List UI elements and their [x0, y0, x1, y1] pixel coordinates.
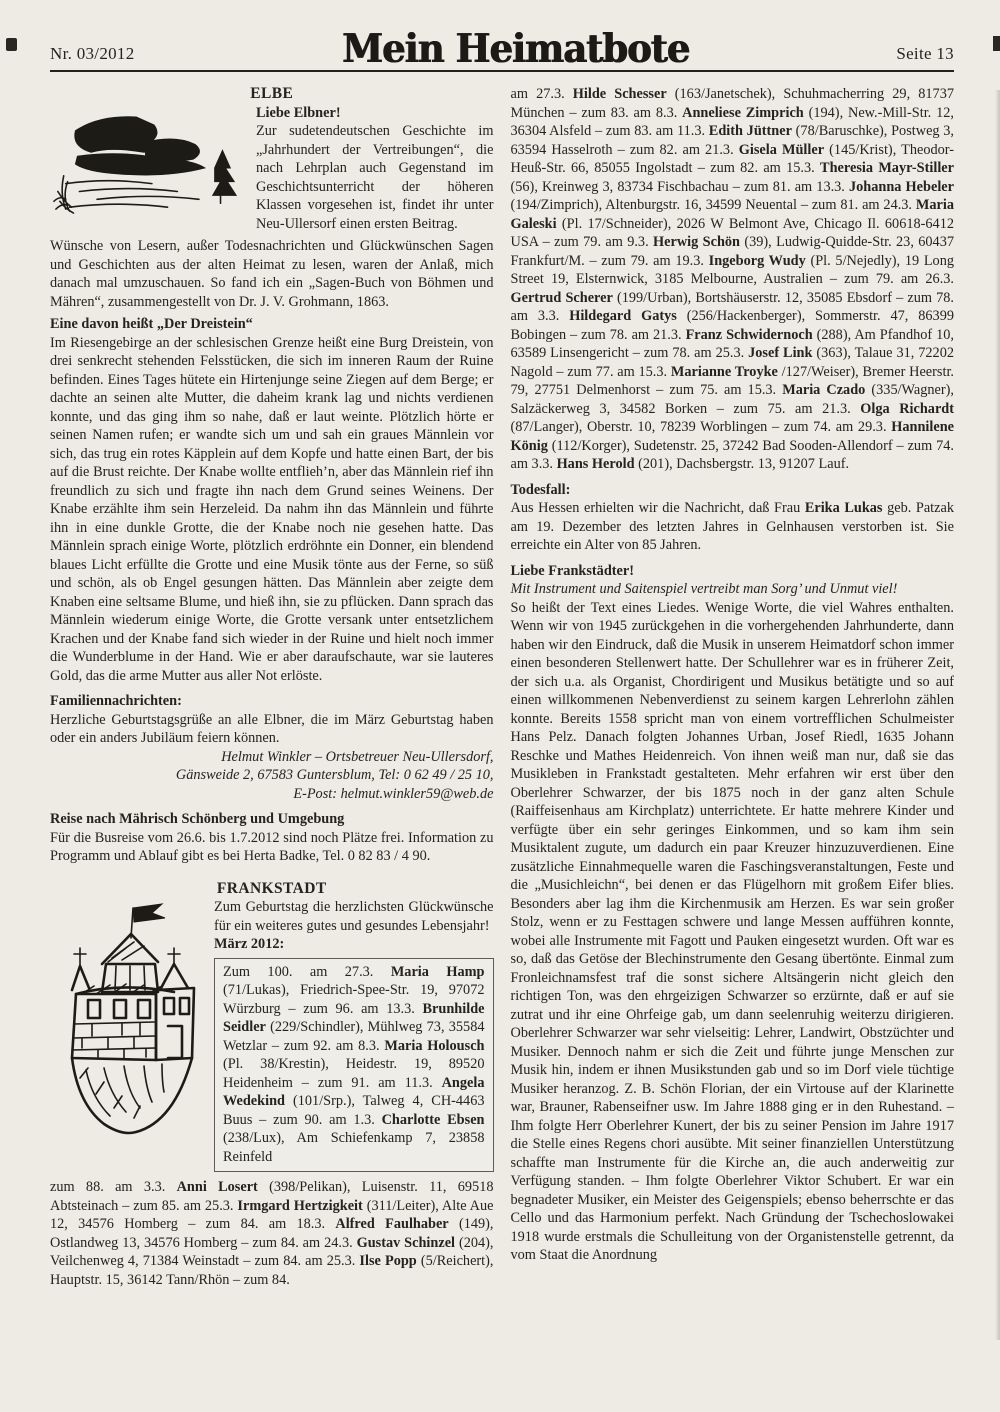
scan-artifact-right	[993, 36, 1000, 51]
issue-number: Nr. 03/2012	[50, 44, 135, 63]
scan-edge-shadow	[995, 90, 1000, 1340]
page-header	[50, 24, 954, 72]
dreistein-heading: Eine davon heißt „Der Dreistein“	[50, 316, 253, 332]
dreistein-rocks-illustration	[50, 107, 246, 225]
article-columns	[50, 85, 954, 1289]
scan-artifact-left	[6, 38, 17, 51]
elbe-salutation: Liebe Elbner!	[256, 104, 341, 121]
frankstaedter-heading: Liebe Frankstädter!	[510, 562, 634, 579]
maerz-2012-heading: März 2012:	[214, 936, 285, 952]
signature-line: E-Post: helmut.winkler59@web.de	[293, 785, 494, 802]
birthdays-continued: am 27.3. Hilde Schesser (163/Janetschek), Schuhmacherring 29, 81737 München – zum 83. am 8.3. Anneliese Zimprich (194), New.-Mill-Str. 12, 36304 Alsfeld – zum 83. am 11.3. Edith Jüttner (78/Baruschke), Postweg 3, 63594 Hasselroth – zum 82. am 21.3. Gisela Müller (145/Krist), Theodor-Heuß-Str. 66, 85055 Ingolstadt – zum 82. am 15.3. Theresia Mayr-Stiller (56), Kreinweg 3, 83734 Fischbachau – zum 81. am 13.3. Johanna Hebeler (194/Zimprich), Altenburgstr. 16, 34599 Neuental – zum 81. am 24.3. Maria Galeski (Pl. 17/Schneider), 2026 W Belmont Ave, Chicago Il. 60618-6412 USA – zum 79. am 9.3. Herwig Schön (39), Ludwig-Quidde-Str. 23, 60437 Frankfurt/M. – zum 79. am 19.3. Ingeborg Wudy (Pl. 5/Nejedly), 19 Long Street 19, Elsternwick, 3185 Melbourne, Australien – zum 79. am 26.3. Gertrud Scherer (199/Urban), Bortshäuserstr. 12, 35085 Ebsdorf – zum 78. am 3.3. Hildegard Gatys (256/Hackenberger), Sommerstr. 47, 86399 Bobingen – zum 78. am 21.3. Franz Schwidernoch (288), Am Pfandhof 10, 63589 Linsengericht – zum 78. am 25.3. Josef Link (363), Talaue 31, 72202 Nagold – zum 77. am 15.3. Marianne Troyke /127/Weiser), Bremer Heerstr. 79, 27751 Delmenhorst – zum 75. am 15.3. Maria Czado (335/Wagner), Salzäckerweg 3, 34582 Borken – zum 75. am 21.3. Olga Richardt (87/Langer), Oberstr. 10, 78239 Worblingen – zum 74. am 29.3. Hannilene König (112/Korger), Sudetenstr. 25, 37242 Bad Sooden-Allendorf – zum 74. am 3.3. Hans Herold (201), Dachsbergstr. 13, 91207 Lauf.	[510, 86, 955, 472]
familiennachrichten-heading: Familiennachrichten:	[50, 693, 182, 709]
dreistein-story: Im Riesengebirge an der schlesischen Grenze heißt eine Burg Dreistein, von drei senkrecht stehenden Felsstücken, die sich im inneren Raum der Ruine befinden. Eines Tages hütete ein Hirtenjunge seine Ziegen auf dem Berge; er dachte an seinen alte Mutter, die daheim krank lag und nichts verdienen konnte, und das ging ihm so nahe, daß er laut weinte. Plötzlich hörte er seinen Namen rufen; er wandte sich um und sah ein graues Männlein vor sich, das trug ein rotes Käpplein auf dem Kopfe und hatte einen Bart, der bis auf die Brust reichte. Der Knabe wollte entflieh’n, aber das Männlein rief ihn freundlich zu sich und fragte ihn nach dem Grund seines Weinens. Der Knabe erzählte ihm sein Herzeleid. Da nahm ihn das Männlein und führte ihn in eine dunkle Grotte, die der Knabe noch nie gesehen hatte. Das Männlein sprach einige Worte, plötzlich erdröhnte ein Donner, ein blendend blaues Licht erfüllte die Grotte und eine Musik tönte aus der Ferne, so süß und schön, als ob Engel gesungen hätten. Das Männlein aber zeigte dem Knaben eine seltsame Blume, und hieß ihn, sie zu pflücken. Dann sprach das Männlein wiederum einige Worte, die Grotte versank unter entsetzlichem Krachen und der Knabe fand sich wieder in der Ruine und hielt noch immer die Wunderblume in der Hand. Wie er aber daraufschaute, war sie lauteres Gold, das die arme Mutter aus aller Not erlöste.	[50, 334, 494, 684]
signature-block	[50, 748, 494, 804]
masthead: Mein Heimatbote	[341, 24, 690, 72]
frankstaedter-lead: Mit Instrument und Saitenspiel vertreibt man Sorg’ und Unmut viel!	[510, 581, 898, 597]
right-column	[511, 85, 955, 1289]
frankstadt-block	[50, 898, 494, 1289]
left-column	[50, 85, 494, 1289]
reise-heading: Reise nach Mährisch Schönberg und Umgebung	[50, 811, 345, 827]
signature-line: Gänsweide 2, 67583 Guntersblum, Tel: 0 62 49 / 25 10,	[175, 767, 494, 783]
birthday-list-continued: zum 88. am 3.3. Anni Losert (398/Pelikan), Luisenstr. 11, 69518 Abtsteinach – zum 85. am 25.3. Irmgard Hertzigkeit (311/Leiter), Alte Aue 12, 34576 Homberg – zum 84. am 18.3. Alfred Faulhaber (149), Ostlandweg 13, 34576 Homberg – zum 84. am 24.3. Gustav Schinzel (204), Veilchenweg 4, 71384 Weinstadt – zum 84. am 25.3. Ilse Popp (5/Reichert), Hauptstr. 15, 36142 Tann/Rhön – zum 84.	[50, 1179, 494, 1288]
elbe-intro-block	[50, 104, 494, 234]
todesfall-heading: Todesfall:	[510, 481, 571, 498]
familiennachrichten-text: Herzliche Geburtstagsgrüße an alle Elbner, die im März Geburtstag haben oder ein anders Jubiläum feiern können.	[50, 711, 494, 746]
frankstadt-heading: FRANKSTADT	[216, 879, 327, 897]
elbe-intro: Zur sudetendeutschen Geschichte im „Jahrhundert der Vertreibungen“, die nach Lehrplan auch Gegenstand im Geschichtsunterricht der höheren Klassen vorgesehen ist, findet ihr unter Neu-Ullersorf einen ersten Beitrag.	[256, 123, 494, 232]
frankstadt-intro: Zum Geburtstag die herzlichsten Glückwünsche für ein weiteres gutes und gesundes Lebensjahr!	[214, 899, 494, 934]
reise-text: Für die Busreise vom 26.6. bis 1.7.2012 sind noch Plätze frei. Information zu Programm und Ablauf gibt es bei Herta Badke, Tel. 0 82 83 / 4 90.	[50, 829, 494, 864]
page-number: Seite 13	[896, 44, 954, 63]
frankstadt-crest-illustration	[52, 902, 202, 1142]
elbe-heading: ELBE	[250, 85, 294, 102]
frankstaedter-body: So heißt der Text eines Liedes. Wenige Worte, die viel Wahres enthalten. Wenn wir von 1945 zurückgehen in die vorhergehenden Jahrhunderte, dann haben wir den Eindruck, daß die Musik in unserem Heimatdorf schon immer einen besonderen Stellenwert hatte. Der Schullehrer war es in früherer Zeit, der sich u.a. als Organist, Chordirigent und Musikus betätigte und so auf einen willkommenen Nebenverdienst zu seinem kargen Lehrerlohn zählen konnte. Bereits 1558 spricht man von einem vortrefflichen Schulmeister Hans Pelz. Danach folgten Johannes Urban, Josef Riedl, 1635 Johann Reschke und Mathes Heidenreich. Von ihnen weiß man nur, daß sie das Musikleben in Frankstadt gestalteten. Mehr erfahren wir erst über den Oberlehrer Schwarzer, der bis 1875 noch in der ganz alten Schule (Raiffeisenhaus am Kirchplatz) unterrichtete. Er hatte mehrere Kinder und verfügte über ein sehr geringes Einkommen, und so kam ihm sein Musiktalent zugute, um dadurch ein paar Kreuzer hinzuzuverdienen. Eine zusätzliche Einnahmequelle waren die Faschingsveranstaltungen, Feste und die „Musichleichn“, bei denen er das Flügelhorn mit großem Eifer blies. Besonders aber lag ihm die Kirchenmusik am Herzen. Es war sein großer Stolz, wenn er zu Festtagen schwere und lange Messen aufführen konnte, wobei alle Instrumente mit Fagott und Pauken eingesetzt wurden. Oft war es so, daß das Getöse der Blechinstrumente den Gesang übertönte. Einmal zum Fronleichnamsfest traf die sonst sichere Altsängerin nicht gleich den richtigen Ton, was den ehrgeizigen Schwarzer so erzürnte, daß er auf sie zutrat und ihr eine Ohrfeige gab, um dann seelenruhig weiterzu dirigieren. Oberlehrer Schwarzer war sehr vielseitig: Lehrer, Landwirt, Obstzüchter und Musiker. Dennoch nahm er sich die Zeit und führte junge Menschen zur Musik hin, indem er ihnen Musikstunden gab und so im Dorf viele tüchtige Musiker heranzog. Z. B. Schön Florian, der ein Virtouse auf der Klarinette war, Brauner, Rabenseifner usw. Im Jahre 1888 ging er in den Ruhestand. – Ihm folgte Herr Oberlehrer Kunert, der bis zu seiner Pension im Jahre 1917 die Stelle eines Regens chori ausübte. Mit seiner finanziellen Unterstützung schaffte man Instrumente für die Kirche an, die auch anderweitig zur Verfügung standen. – Ihm folgte Oberlehrer Viktor Schubert. Er war ein begnadeter Musiker, ein Meister des Geigenspiels; ebenso beherrschte er das Cello und das Harmonium perfekt. Nach Gründung der Tschechoslowakei 1918 wurde erstmals die Schulleitung von der Organistenstelle getrennt, da vom Staat die Anordnung	[510, 599, 954, 1263]
elbe-para: Wünsche von Lesern, außer Todesnachrichten und Glückwünschen Sagen und Geschichten aus der alten Heimat zu lesen, waren der Anlaß, mich danach mal umzuschauen. So fand ich ein „Sagen-Buch von Böhmen und Mähren“, zusammengestellt von Dr. J. V. Grohmann, 1863.	[50, 238, 494, 310]
signature-line: Helmut Winkler – Ortsbetreuer Neu-Ullersdorf,	[221, 748, 494, 765]
todesfall-text: Aus Hessen erhielten wir die Nachricht, daß Frau Erika Lukas geb. Patzak am 19. Dezember des letzten Jahres in Gelnhausen verstorben ist. Sie erreichte ein Alter von 85 Jahren.	[510, 500, 954, 553]
birthday-list-box: Zum 100. am 27.3. Maria Hamp (71/Lukas), Friedrich-Spee-Str. 19, 97072 Würzburg – zum 96. am 13.3. Brunhilde Seidler (229/Schindler), Mühlweg 73, 35584 Wetzlar – zum 92. am 8.3. Maria Holousch (Pl. 38/Krestin), Heidestr. 19, 89520 Heidenheim – zum 91. am 11.3. Angela Wedekind (101/Srp.), Talweg 4, CH-4463 Buus – zum 90. am 1.3. Charlotte Ebsen (238/Lux), Am Schiefenkamp 7, 23858 Reinfeld	[214, 958, 494, 1173]
